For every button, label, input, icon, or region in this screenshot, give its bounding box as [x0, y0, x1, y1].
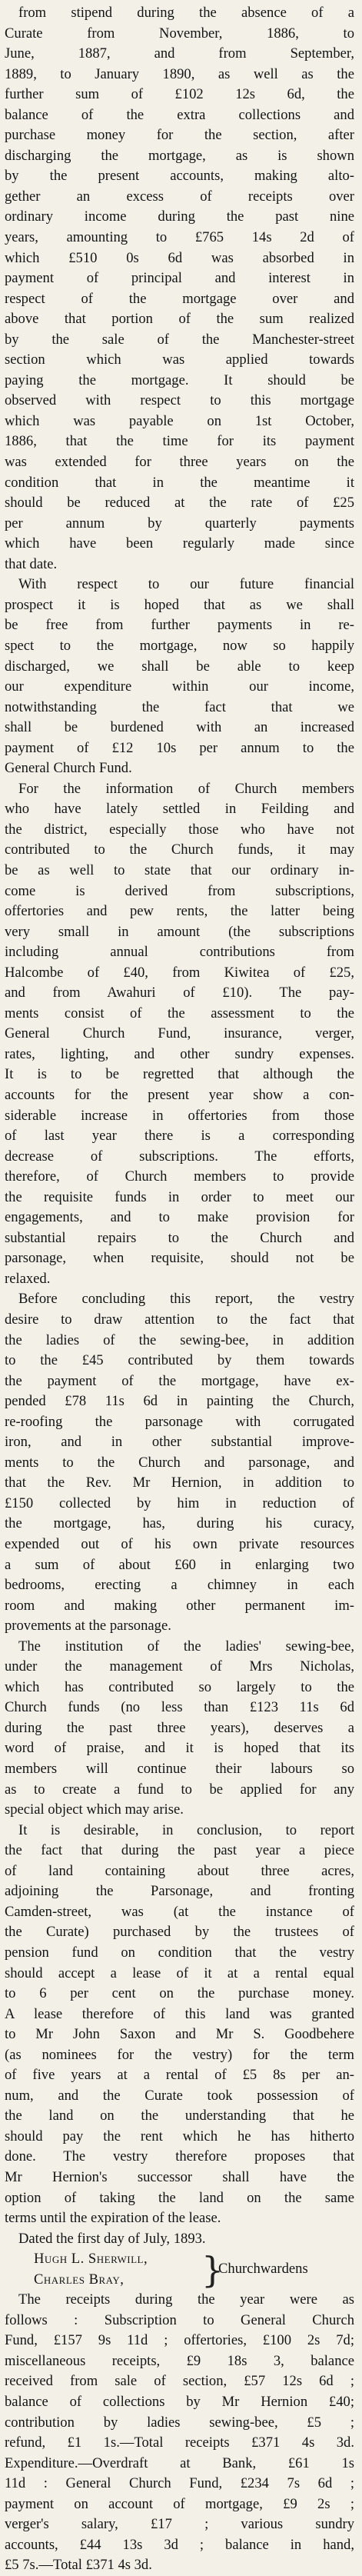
text-line: num, and the Curate took possession of — [5, 2087, 354, 2104]
text-line: balance of collections by Mr Hernion £40; — [5, 2393, 354, 2410]
text-line: parsonage, when requisite, should not be — [5, 1250, 354, 1267]
text-line: to the £45 contributed by them towards — [5, 1352, 354, 1369]
paragraph — [0, 1821, 362, 2229]
text-line: of last year there is a corresponding — [5, 1128, 354, 1145]
text-line: above that portion of the sum realized — [5, 311, 354, 328]
text-line: to 6 per cent on the purchase money. — [5, 1985, 354, 2002]
text-line: siderable increase in offertories from those — [5, 1107, 354, 1124]
text-line: members will continue their labours so — [5, 1761, 354, 1778]
text-line: as to create a fund to be applied for any — [5, 1781, 354, 1798]
text-line: 1889, to January 1890, as well as the — [5, 65, 354, 82]
text-line: under the management of Mrs Nicholas, — [5, 1658, 354, 1675]
text-line: the payment of the mortgage, have ex- — [5, 1372, 354, 1389]
text-line: ments consist of the assessment to the — [5, 1005, 354, 1021]
text-line: Curate from November, 1886, to — [5, 25, 354, 42]
text-line: the mortgage, has, during his curacy, — [5, 1515, 354, 1532]
text-line: years, amounting to £765 14s 2d of — [5, 229, 354, 246]
text-line: It is to be regretted that although the — [5, 1066, 354, 1083]
text-line: shall be burdened with an increased — [5, 719, 354, 736]
text-line: ordinary income during the past nine — [5, 208, 354, 225]
text-line: (as nominees for the vestry) for the term — [5, 2046, 354, 2063]
text-line: verger's salary, £17 ; various sundry — [5, 2516, 354, 2533]
text-line: bedrooms, erecting a chimney in each — [5, 1577, 354, 1594]
text-line: a sum of about £60 in enlarging two — [5, 1556, 354, 1573]
text-line: and from Awahuri of £10). The pay- — [5, 985, 354, 1001]
text-line: provements at the parsonage. — [5, 1618, 171, 1635]
text-line: pended £78 11s 6d in painting the Church, — [5, 1393, 354, 1410]
text-line: rates, lighting, and other sundry expenses. — [5, 1045, 354, 1062]
text-line: be as well to state that our ordinary in- — [5, 861, 354, 878]
text-line: notwithstanding the fact that we — [5, 698, 354, 715]
text-line: payment on account of mortgage, £9 2s ; — [5, 2495, 354, 2512]
text-line: gether an excess of receipts over — [5, 188, 354, 205]
text-line: Expenditure.—Overdraft at Bank, £61 1s — [5, 2454, 354, 2471]
text-line: including annual contributions from — [5, 944, 354, 961]
text-line: refund, £1 1s.—Total receipts £371 4s 3d. — [5, 2434, 354, 2451]
text-line: option of taking the land on the same — [5, 2189, 354, 2206]
paragraph — [0, 3, 362, 575]
text-line: was extended for three years on the — [5, 454, 354, 471]
text-line: contributed to the Church funds, it may — [5, 841, 354, 858]
text-line: during the past three years), deserves a — [5, 1719, 354, 1736]
text-line: terms until the expiration of the lease. — [5, 2210, 221, 2227]
text-line: the land on the understanding that he — [5, 2108, 354, 2124]
text-line: Fund, £157 9s 11d ; offertories, £100 2s 7d; — [5, 2332, 354, 2349]
text-line: decrease of subscriptions. The efforts, — [5, 1148, 354, 1165]
text-line: the Curate) purchased by the trustees of — [5, 1924, 354, 1941]
text-line: expended out of his own private resources — [5, 1536, 354, 1553]
text-line: very small in amount (the subscriptions — [5, 923, 354, 940]
text-line: General Church Fund, insurance, verger, — [5, 1025, 354, 1042]
brace-glyph: } — [201, 2249, 224, 2291]
text-line: A lease therefore of this land was granted — [5, 2005, 354, 2022]
paragraph — [0, 1289, 362, 1636]
text-line: 11d : General Church Fund, £234 7s 6d ; — [5, 2475, 354, 2492]
report-body — [0, 3, 362, 2249]
text-line: word of praise, and it is hoped that its — [5, 1740, 354, 1757]
text-line: The receipts during the year were as — [18, 2291, 354, 2308]
text-line: adjoining the Parsonage, and fronting — [5, 1883, 354, 1900]
text-line: re-roofing the parsonage with corrugated — [5, 1413, 354, 1430]
signature-block — [0, 2249, 362, 2290]
signatory-role: Churchwardens — [218, 2261, 308, 2278]
text-line: therefore, of Church members to provide — [5, 1168, 354, 1185]
text-line: iron, and in other substantial improve- — [5, 1434, 354, 1451]
text-line: special object which may arise. — [5, 1801, 184, 1818]
text-line: come is derived from subscriptions, — [5, 882, 354, 899]
text-line: to Mr John Saxon and Mr S. Goodbehere — [5, 2026, 354, 2043]
text-line: £5 7s.—Total £371 4s 3d. — [5, 2557, 152, 2574]
text-line: contribution by ladies sewing-bee, £5 ; — [5, 2414, 354, 2431]
text-line: section which was applied towards — [5, 352, 354, 368]
text-line: discharged, we shall be able to keep — [5, 658, 354, 675]
signatory-name: Hugh L. Sherwill, — [34, 2251, 148, 2268]
text-line: our expenditure within our income, — [5, 678, 354, 695]
text-line: prospect it is hoped that as we shall — [5, 596, 354, 613]
text-line: which £510 0s 6d was absorbed in — [5, 249, 354, 266]
text-line: Church funds (no less than £123 11s 6d — [5, 1699, 354, 1716]
text-line: observed with respect to this mortgage — [5, 392, 354, 409]
text-line: offertories and pew rents, the latter being — [5, 903, 354, 920]
paragraph — [0, 779, 362, 1290]
text-line: Halcombe of £40, from Kiwitea of £25, — [5, 964, 354, 981]
text-line: General Church Fund. — [5, 760, 132, 777]
text-line: should pay the rent which he has hitherto — [5, 2128, 354, 2144]
text-line: from stipend during the absence of a — [18, 5, 354, 21]
text-line: Before concluding this report, the vestry — [18, 1291, 354, 1308]
signatory-name: Charles Bray, — [34, 2271, 125, 2288]
text-line: respect of the mortgage over and — [5, 290, 354, 307]
text-line: June, 1887, and from September, — [5, 45, 354, 62]
text-line: Dated the first day of July, 1893. — [18, 2230, 206, 2247]
text-line: ments to the Church and parsonage, and — [5, 1454, 354, 1471]
text-line: accounts, £44 13s 3d ; balance in hand, — [5, 2536, 354, 2553]
text-line: balance of the extra collections and — [5, 106, 354, 123]
text-line: engagements, and to make provision for — [5, 1209, 354, 1226]
paragraph — [0, 2290, 362, 2576]
text-line: desire to draw attention to the fact that — [5, 1311, 354, 1328]
text-line: follows : Subscription to General Church — [5, 2311, 354, 2328]
text-line: payment of principal and interest in — [5, 270, 354, 287]
text-line: room and making other permanent im- — [5, 1597, 354, 1614]
paragraph — [0, 575, 362, 778]
text-line: paying the mortgage. It should be — [5, 372, 354, 388]
text-line: With respect to our future financial — [18, 576, 354, 593]
text-line: which was payable on 1st October, — [5, 412, 354, 429]
text-line: should be reduced at the rate of £25 — [5, 495, 354, 512]
text-line: Mr Hernion's successor shall have the — [5, 2168, 354, 2185]
text-line: which have been regularly made since — [5, 535, 354, 552]
text-line: substantial repairs to the Church and — [5, 1229, 354, 1246]
text-line: It is desirable, in conclusion, to report — [18, 1821, 354, 1838]
text-line: by the present accounts, making alto- — [5, 168, 354, 185]
text-line: purchase money for the section, after — [5, 127, 354, 144]
text-line: per annum by quarterly payments — [5, 515, 354, 532]
text-line: relaxed. — [5, 1270, 51, 1287]
text-line: done. The vestry therefore proposes that — [5, 2148, 354, 2165]
text-line: that the Rev. Mr Hernion, in addition to — [5, 1475, 354, 1491]
text-line: the requisite funds in order to meet our — [5, 1188, 354, 1205]
text-line: Camden-street, was (at the instance of — [5, 1903, 354, 1920]
text-line: discharging the mortgage, as is shown — [5, 147, 354, 164]
text-line: received from sale of section, £57 12s 6d ; — [5, 2373, 354, 2390]
text-line: £150 collected by him in reduction of — [5, 1495, 354, 1511]
text-line: the ladies of the sewing-bee, in addition — [5, 1331, 354, 1348]
text-line: For the information of Church members — [18, 780, 354, 797]
paragraph — [0, 2229, 362, 2250]
accounts-summary — [0, 2290, 362, 2576]
text-line: that date. — [5, 555, 58, 572]
paragraph — [0, 1637, 362, 1821]
text-line: which has contributed so largely to the — [5, 1678, 354, 1695]
text-line: The institution of the ladies' sewing-bee, — [18, 1638, 354, 1655]
text-line: the district, especially those who have not — [5, 821, 354, 838]
text-line: by the sale of the Manchester-street — [5, 331, 354, 348]
text-line: accounts for the present year show a con- — [5, 1086, 354, 1103]
text-line: be free from further payments in re- — [5, 617, 354, 634]
text-line: the fact that during the past year a piece — [5, 1842, 354, 1859]
text-line: of land containing about three acres, — [5, 1862, 354, 1879]
text-line: 1886, that the time for its payment — [5, 433, 354, 450]
text-line: condition that in the meantime it — [5, 474, 354, 491]
text-line: payment of £12 10s per annum to the — [5, 739, 354, 756]
text-line: of five years at a rental of £5 8s per an- — [5, 2067, 354, 2084]
text-line: further sum of £102 12s 6d, the — [5, 86, 354, 103]
text-line: pension fund on condition that the vestry — [5, 1944, 354, 1961]
text-line: spect to the mortgage, now so happily — [5, 637, 354, 654]
text-line: miscellaneous receipts, £9 18s 3, balance — [5, 2352, 354, 2369]
text-line: who have lately settled in Feilding and — [5, 801, 354, 818]
text-line: should accept a lease of it at a rental equal — [5, 1964, 354, 1981]
